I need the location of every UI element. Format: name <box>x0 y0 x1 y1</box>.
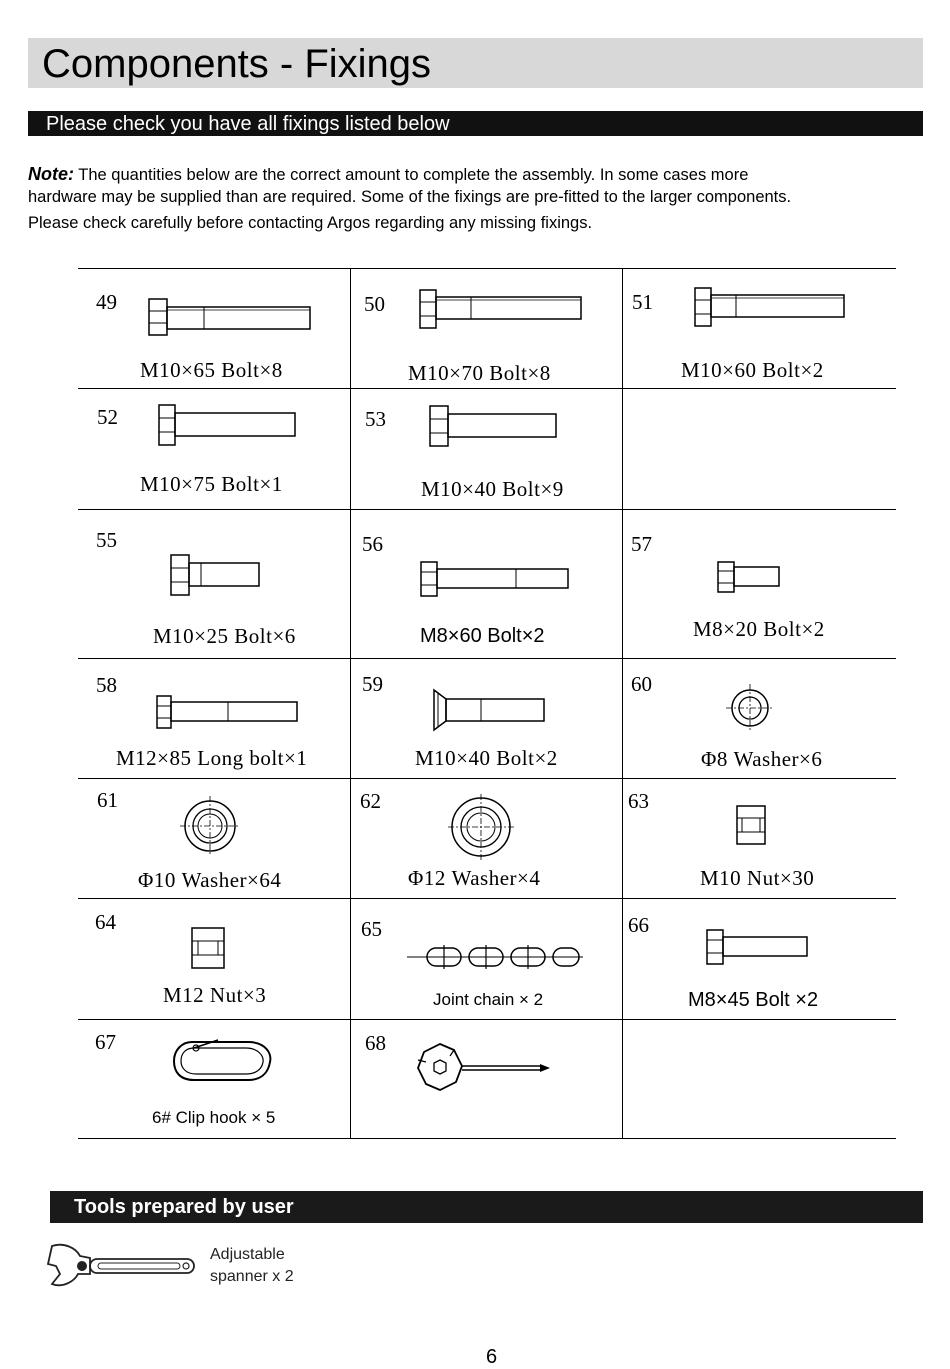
tool-label-line-2: spanner x 2 <box>210 1268 294 1285</box>
part-number: 53 <box>365 407 386 431</box>
note-line-3: Please check carefully before contacting Argos regarding any missing fixings. <box>28 214 593 232</box>
hex-bolt-icon <box>156 694 302 730</box>
part-number: 57 <box>631 532 652 556</box>
part-label: M12×85 Long bolt×1 <box>116 746 308 770</box>
tools-title: Tools prepared by user <box>74 1196 294 1218</box>
part-label: M8×45 Bolt ×2 <box>688 989 819 1011</box>
hex-bolt-icon <box>429 404 561 450</box>
part-number: 51 <box>632 290 653 314</box>
tools-header-bar <box>50 1191 923 1223</box>
table-rule <box>78 898 896 899</box>
table-rule <box>78 388 896 389</box>
part-label: Φ10 Washer×64 <box>138 868 282 892</box>
part-label: M10×25 Bolt×6 <box>153 624 296 648</box>
part-label: M10×40 Bolt×9 <box>421 477 564 501</box>
part-label: M10×60 Bolt×2 <box>681 358 824 382</box>
washer-icon <box>722 680 778 736</box>
page-subtitle: Please check you have all fixings listed below <box>46 113 450 135</box>
note-label: Note: <box>28 164 74 184</box>
subtitle-bar <box>28 111 923 136</box>
title-bar <box>28 38 923 88</box>
part-label: M8×20 Bolt×2 <box>693 617 825 641</box>
washer-icon <box>446 792 516 862</box>
note-line-2: hardware may be supplied than are required. Some of the fixings are pre-fitted to the larger components. <box>28 188 792 206</box>
part-label: Joint chain × 2 <box>433 990 544 1009</box>
part-number: 55 <box>96 528 117 552</box>
part-number: 68 <box>365 1031 386 1055</box>
part-label: M10×70 Bolt×8 <box>408 361 551 385</box>
hex-bolt-icon <box>170 553 264 599</box>
table-rule <box>78 1138 896 1139</box>
part-label: 6# Clip hook × 5 <box>152 1108 276 1127</box>
hex-bolt-icon <box>706 928 812 968</box>
tool-label-line-1: Adjustable <box>210 1246 285 1263</box>
part-number: 50 <box>364 292 385 316</box>
part-label: M10×40 Bolt×2 <box>415 746 558 770</box>
part-number: 64 <box>95 910 116 934</box>
part-number: 65 <box>361 917 382 941</box>
part-label: M10×75 Bolt×1 <box>140 472 283 496</box>
table-rule <box>78 1019 896 1020</box>
hex-bolt-icon <box>717 560 783 596</box>
part-number: 66 <box>628 913 649 937</box>
part-label: M8×60 Bolt×2 <box>420 625 545 647</box>
nut-icon <box>190 926 228 972</box>
note-block <box>28 163 908 234</box>
part-number: 59 <box>362 672 383 696</box>
part-label: Φ12 Washer×4 <box>408 866 541 890</box>
part-label: M12 Nut×3 <box>163 983 267 1007</box>
countersunk-bolt-icon <box>432 688 548 734</box>
nut-icon <box>735 804 769 848</box>
part-number: 49 <box>96 290 117 314</box>
adjustable-spanner-icon <box>46 1240 202 1290</box>
part-number: 67 <box>95 1030 116 1054</box>
part-number: 60 <box>631 672 652 696</box>
tool-label <box>210 1244 294 1288</box>
part-number: 52 <box>97 405 118 429</box>
hex-bolt-icon <box>158 403 300 449</box>
hex-bolt-icon <box>148 295 314 341</box>
washer-icon <box>178 794 242 858</box>
part-label: M10×65 Bolt×8 <box>140 358 283 382</box>
carabiner-icon <box>172 1036 274 1086</box>
part-number: 61 <box>97 788 118 812</box>
hex-bolt-icon <box>694 286 848 332</box>
part-number: 62 <box>360 789 381 813</box>
table-rule <box>78 778 896 779</box>
part-label: Φ8 Washer×6 <box>701 747 823 771</box>
table-rule <box>78 658 896 659</box>
part-number: 56 <box>362 532 383 556</box>
chain-icon <box>407 942 583 972</box>
table-divider <box>622 268 623 1138</box>
hex-bolt-icon <box>420 560 572 600</box>
part-number: 58 <box>96 673 117 697</box>
page-title: Components - Fixings <box>42 42 432 86</box>
page-number: 6 <box>486 1346 498 1368</box>
hex-bolt-icon <box>419 288 585 334</box>
table-rule <box>78 268 896 269</box>
table-rule <box>78 509 896 510</box>
table-divider <box>350 268 351 1138</box>
part-number: 63 <box>628 789 649 813</box>
part-label: M10 Nut×30 <box>700 866 815 890</box>
multi-wrench-icon <box>416 1040 554 1096</box>
note-line-1: The quantities below are the correct amount to complete the assembly. In some cases more <box>74 166 749 184</box>
